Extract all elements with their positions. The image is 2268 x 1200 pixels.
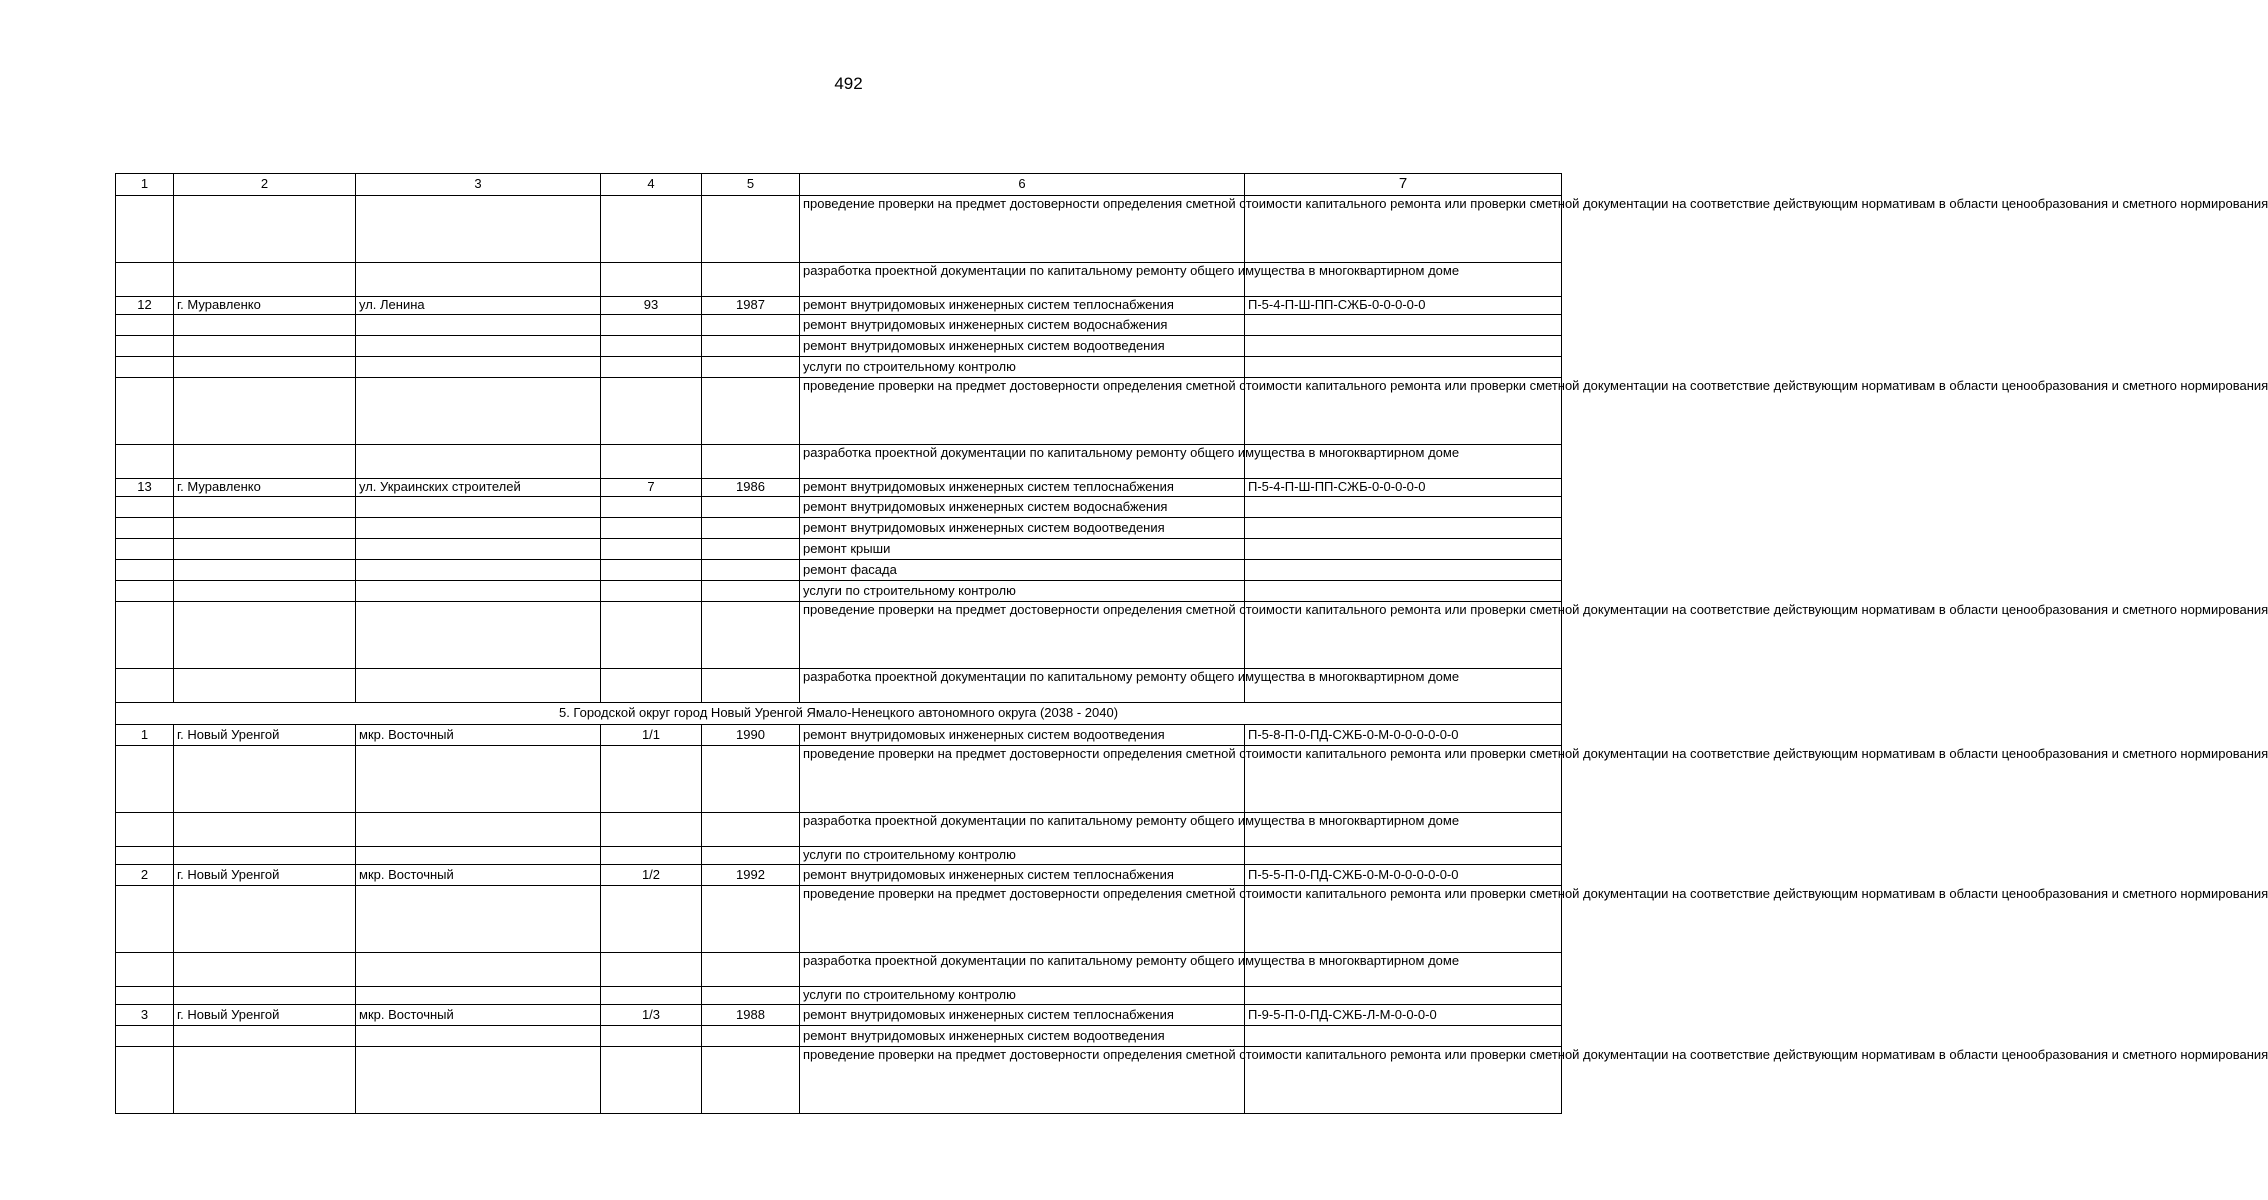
work-type-cell: проведение проверки на предмет достоверности определения сметной стоимости капитального ремонта или проверки сметной документации на соответствие действующим нормативам в области ценообразования и сметного нормирования xyxy=(800,1047,1245,1114)
work-type-cell: ремонт внутридомовых инженерных систем водоотведения xyxy=(800,518,1245,539)
street-cell xyxy=(356,497,601,518)
row-number-cell xyxy=(116,953,174,987)
house-number-cell: 1/3 xyxy=(601,1005,702,1026)
year-built-cell xyxy=(702,886,800,953)
work-type-cell: ремонт крыши xyxy=(800,539,1245,560)
code-cell xyxy=(1245,987,1562,1005)
city-cell xyxy=(174,336,356,357)
header-cell-3: 3 xyxy=(356,174,601,196)
row-number-cell xyxy=(116,336,174,357)
house-number-cell xyxy=(601,602,702,669)
work-type-cell: проведение проверки на предмет достоверности определения сметной стоимости капитального ремонта или проверки сметной документации на соответствие действующим нормативам в области ценообразования и сметного нормирования xyxy=(800,378,1245,445)
header-cell-2: 2 xyxy=(174,174,356,196)
row-number-cell xyxy=(116,315,174,336)
row-number-cell xyxy=(116,357,174,378)
year-built-cell xyxy=(702,336,800,357)
year-built-cell: 1992 xyxy=(702,865,800,886)
row-number-cell xyxy=(116,378,174,445)
street-cell: мкр. Восточный xyxy=(356,865,601,886)
row-number-cell xyxy=(116,560,174,581)
year-built-cell: 1986 xyxy=(702,479,800,497)
city-cell xyxy=(174,847,356,865)
street-cell xyxy=(356,886,601,953)
city-cell: г. Новый Уренгой xyxy=(174,725,356,746)
header-row xyxy=(116,174,1562,196)
house-number-cell xyxy=(601,263,702,297)
row-number-cell xyxy=(116,445,174,479)
table-row xyxy=(116,357,1562,378)
table-row xyxy=(116,725,1562,746)
year-built-cell xyxy=(702,539,800,560)
street-cell xyxy=(356,560,601,581)
work-type-cell: ремонт внутридомовых инженерных систем водоотведения xyxy=(800,1026,1245,1047)
table-row xyxy=(116,581,1562,602)
code-cell xyxy=(1245,847,1562,865)
header-cell-7: 7 xyxy=(1245,174,1562,196)
work-type-cell: ремонт внутридомовых инженерных систем теплоснабжения xyxy=(800,1005,1245,1026)
house-number-cell xyxy=(601,357,702,378)
city-cell: г. Муравленко xyxy=(174,297,356,315)
city-cell xyxy=(174,1026,356,1047)
city-cell xyxy=(174,746,356,813)
house-number-cell xyxy=(601,539,702,560)
work-type-cell: проведение проверки на предмет достоверности определения сметной стоимости капитального ремонта или проверки сметной документации на соответствие действующим нормативам в области ценообразования и сметного нормирования xyxy=(800,196,1245,263)
street-cell xyxy=(356,669,601,703)
work-type-cell: ремонт внутридомовых инженерных систем водоснабжения xyxy=(800,315,1245,336)
work-type-cell: ремонт внутридомовых инженерных систем теплоснабжения xyxy=(800,479,1245,497)
work-type-cell: ремонт внутридомовых инженерных систем теплоснабжения xyxy=(800,297,1245,315)
city-cell: г. Новый Уренгой xyxy=(174,865,356,886)
year-built-cell: 1987 xyxy=(702,297,800,315)
page-number: 492 xyxy=(834,74,863,93)
table-row xyxy=(116,297,1562,315)
code-cell xyxy=(1245,518,1562,539)
row-number-cell xyxy=(116,602,174,669)
row-number-cell xyxy=(116,847,174,865)
year-built-cell xyxy=(702,560,800,581)
row-number-cell: 13 xyxy=(116,479,174,497)
row-number-cell xyxy=(116,987,174,1005)
row-number-cell xyxy=(116,886,174,953)
city-cell xyxy=(174,378,356,445)
table-row xyxy=(116,865,1562,886)
house-number-cell xyxy=(601,813,702,847)
city-cell xyxy=(174,602,356,669)
row-number-cell: 12 xyxy=(116,297,174,315)
work-type-cell: ремонт внутридомовых инженерных систем водоотведения xyxy=(800,336,1245,357)
house-number-cell xyxy=(601,987,702,1005)
street-cell xyxy=(356,196,601,263)
year-built-cell xyxy=(702,315,800,336)
code-cell: П-5-5-П-0-ПД-СЖБ-0-М-0-0-0-0-0-0 xyxy=(1245,865,1562,886)
house-number-cell: 1/2 xyxy=(601,865,702,886)
city-cell: г. Муравленко xyxy=(174,479,356,497)
year-built-cell xyxy=(702,669,800,703)
work-type-cell: услуги по строительному контролю xyxy=(800,987,1245,1005)
row-number-cell xyxy=(116,263,174,297)
work-type-cell: услуги по строительному контролю xyxy=(800,847,1245,865)
street-cell xyxy=(356,336,601,357)
year-built-cell xyxy=(702,1026,800,1047)
work-type-cell: проведение проверки на предмет достоверности определения сметной стоимости капитального ремонта или проверки сметной документации на соответствие действующим нормативам в области ценообразования и сметного нормирования xyxy=(800,746,1245,813)
table-row xyxy=(116,479,1562,497)
row-number-cell xyxy=(116,497,174,518)
city-cell xyxy=(174,987,356,1005)
city-cell xyxy=(174,497,356,518)
year-built-cell xyxy=(702,987,800,1005)
code-cell xyxy=(1245,560,1562,581)
row-number-cell xyxy=(116,1047,174,1114)
row-number-cell xyxy=(116,669,174,703)
year-built-cell xyxy=(702,357,800,378)
city-cell xyxy=(174,263,356,297)
table-row xyxy=(116,518,1562,539)
city-cell xyxy=(174,1047,356,1114)
house-number-cell xyxy=(601,953,702,987)
code-cell xyxy=(1245,1026,1562,1047)
street-cell xyxy=(356,378,601,445)
year-built-cell xyxy=(702,445,800,479)
code-cell xyxy=(1245,581,1562,602)
year-built-cell xyxy=(702,602,800,669)
house-number-cell xyxy=(601,445,702,479)
table-row xyxy=(116,987,1562,1005)
year-built-cell xyxy=(702,196,800,263)
table-row xyxy=(116,315,1562,336)
row-number-cell: 2 xyxy=(116,865,174,886)
city-cell xyxy=(174,539,356,560)
code-cell: П-5-4-П-Ш-ПП-СЖБ-0-0-0-0-0 xyxy=(1245,297,1562,315)
house-number-cell xyxy=(601,560,702,581)
code-cell: П-5-4-П-Ш-ПП-СЖБ-0-0-0-0-0 xyxy=(1245,479,1562,497)
code-cell: П-5-8-П-0-ПД-СЖБ-0-М-0-0-0-0-0-0 xyxy=(1245,725,1562,746)
city-cell xyxy=(174,315,356,336)
house-number-cell xyxy=(601,746,702,813)
city-cell xyxy=(174,886,356,953)
city-cell xyxy=(174,445,356,479)
city-cell xyxy=(174,669,356,703)
work-type-cell: ремонт внутридомовых инженерных систем теплоснабжения xyxy=(800,865,1245,886)
house-number-cell xyxy=(601,669,702,703)
house-number-cell xyxy=(601,886,702,953)
house-number-cell xyxy=(601,378,702,445)
work-type-cell: проведение проверки на предмет достоверности определения сметной стоимости капитального ремонта или проверки сметной документации на соответствие действующим нормативам в области ценообразования и сметного нормирования xyxy=(800,602,1245,669)
street-cell xyxy=(356,315,601,336)
row-number-cell xyxy=(116,539,174,560)
row-number-cell: 3 xyxy=(116,1005,174,1026)
year-built-cell xyxy=(702,497,800,518)
row-number-cell xyxy=(116,581,174,602)
street-cell: мкр. Восточный xyxy=(356,1005,601,1026)
section-row xyxy=(116,703,1562,725)
street-cell xyxy=(356,602,601,669)
city-cell: г. Новый Уренгой xyxy=(174,1005,356,1026)
house-number-cell xyxy=(601,315,702,336)
table-row xyxy=(116,539,1562,560)
street-cell xyxy=(356,746,601,813)
year-built-cell xyxy=(702,847,800,865)
work-type-cell: разработка проектной документации по капитальному ремонту общего имущества в многоквартирном доме xyxy=(800,263,1245,297)
street-cell: ул. Ленина xyxy=(356,297,601,315)
code-cell: П-9-5-П-0-ПД-СЖБ-Л-М-0-0-0-0 xyxy=(1245,1005,1562,1026)
work-type-cell: разработка проектной документации по капитальному ремонту общего имущества в многоквартирном доме xyxy=(800,445,1245,479)
house-number-cell: 93 xyxy=(601,297,702,315)
year-built-cell: 1990 xyxy=(702,725,800,746)
house-number-cell xyxy=(601,847,702,865)
work-type-cell: ремонт внутридомовых инженерных систем водоснабжения xyxy=(800,497,1245,518)
house-number-cell xyxy=(601,1047,702,1114)
table-row xyxy=(116,196,1562,263)
table-row xyxy=(116,953,1562,987)
table-row xyxy=(116,378,1562,445)
table-row xyxy=(116,263,1562,297)
house-number-cell xyxy=(601,1026,702,1047)
code-cell xyxy=(1245,336,1562,357)
code-cell xyxy=(1245,497,1562,518)
city-cell xyxy=(174,560,356,581)
row-number-cell xyxy=(116,1026,174,1047)
street-cell xyxy=(356,1047,601,1114)
row-number-cell xyxy=(116,746,174,813)
section-title: 5. Городской округ город Новый Уренгой Ямало-Ненецкого автономного округа (2038 - 2040) xyxy=(116,703,1562,725)
city-cell xyxy=(174,813,356,847)
table-body xyxy=(116,196,2268,1114)
row-number-cell: 1 xyxy=(116,725,174,746)
year-built-cell xyxy=(702,581,800,602)
year-built-cell: 1988 xyxy=(702,1005,800,1026)
year-built-cell xyxy=(702,518,800,539)
table-row xyxy=(116,560,1562,581)
work-type-cell: разработка проектной документации по капитальному ремонту общего имущества в многоквартирном доме xyxy=(800,669,1245,703)
work-type-cell: ремонт внутридомовых инженерных систем водоотведения xyxy=(800,725,1245,746)
house-number-cell xyxy=(601,336,702,357)
house-number-cell xyxy=(601,497,702,518)
code-cell xyxy=(1245,315,1562,336)
year-built-cell xyxy=(702,813,800,847)
city-cell xyxy=(174,357,356,378)
street-cell xyxy=(356,518,601,539)
table-row xyxy=(116,602,1562,669)
table-row xyxy=(116,746,1562,813)
table-row xyxy=(116,813,1562,847)
table-row xyxy=(116,1047,1562,1114)
house-number-cell: 7 xyxy=(601,479,702,497)
house-number-cell xyxy=(601,581,702,602)
row-number-cell xyxy=(116,813,174,847)
work-type-cell: услуги по строительному контролю xyxy=(800,357,1245,378)
work-type-cell: проведение проверки на предмет достоверности определения сметной стоимости капитального ремонта или проверки сметной документации на соответствие действующим нормативам в области ценообразования и сметного нормирования xyxy=(800,886,1245,953)
street-cell: ул. Украинских строителей xyxy=(356,479,601,497)
street-cell xyxy=(356,581,601,602)
table-row xyxy=(116,445,1562,479)
table-row xyxy=(116,1005,1562,1026)
work-type-cell: разработка проектной документации по капитальному ремонту общего имущества в многоквартирном доме xyxy=(800,813,1245,847)
works-table xyxy=(115,173,2268,1114)
code-cell xyxy=(1245,539,1562,560)
header-cell-5: 5 xyxy=(702,174,800,196)
work-type-cell: разработка проектной документации по капитальному ремонту общего имущества в многоквартирном доме xyxy=(800,953,1245,987)
header-cell-1: 1 xyxy=(116,174,174,196)
house-number-cell xyxy=(601,196,702,263)
street-cell xyxy=(356,813,601,847)
city-cell xyxy=(174,518,356,539)
table-row xyxy=(116,669,1562,703)
year-built-cell xyxy=(702,953,800,987)
street-cell xyxy=(356,445,601,479)
house-number-cell xyxy=(601,518,702,539)
street-cell xyxy=(356,987,601,1005)
table-row xyxy=(116,1026,1562,1047)
street-cell xyxy=(356,263,601,297)
street-cell xyxy=(356,1026,601,1047)
city-cell xyxy=(174,581,356,602)
header-cell-4: 4 xyxy=(601,174,702,196)
row-number-cell xyxy=(116,518,174,539)
year-built-cell xyxy=(702,746,800,813)
street-cell: мкр. Восточный xyxy=(356,725,601,746)
year-built-cell xyxy=(702,378,800,445)
city-cell xyxy=(174,196,356,263)
table-row xyxy=(116,336,1562,357)
house-number-cell: 1/1 xyxy=(601,725,702,746)
year-built-cell xyxy=(702,1047,800,1114)
city-cell xyxy=(174,953,356,987)
street-cell xyxy=(356,357,601,378)
street-cell xyxy=(356,539,601,560)
street-cell xyxy=(356,847,601,865)
header-cell-6: 6 xyxy=(800,174,1245,196)
year-built-cell xyxy=(702,263,800,297)
work-type-cell: ремонт фасада xyxy=(800,560,1245,581)
table-row xyxy=(116,847,1562,865)
table-row xyxy=(116,886,1562,953)
code-cell xyxy=(1245,357,1562,378)
row-number-cell xyxy=(116,196,174,263)
work-type-cell: услуги по строительному контролю xyxy=(800,581,1245,602)
table-row xyxy=(116,497,1562,518)
street-cell xyxy=(356,953,601,987)
